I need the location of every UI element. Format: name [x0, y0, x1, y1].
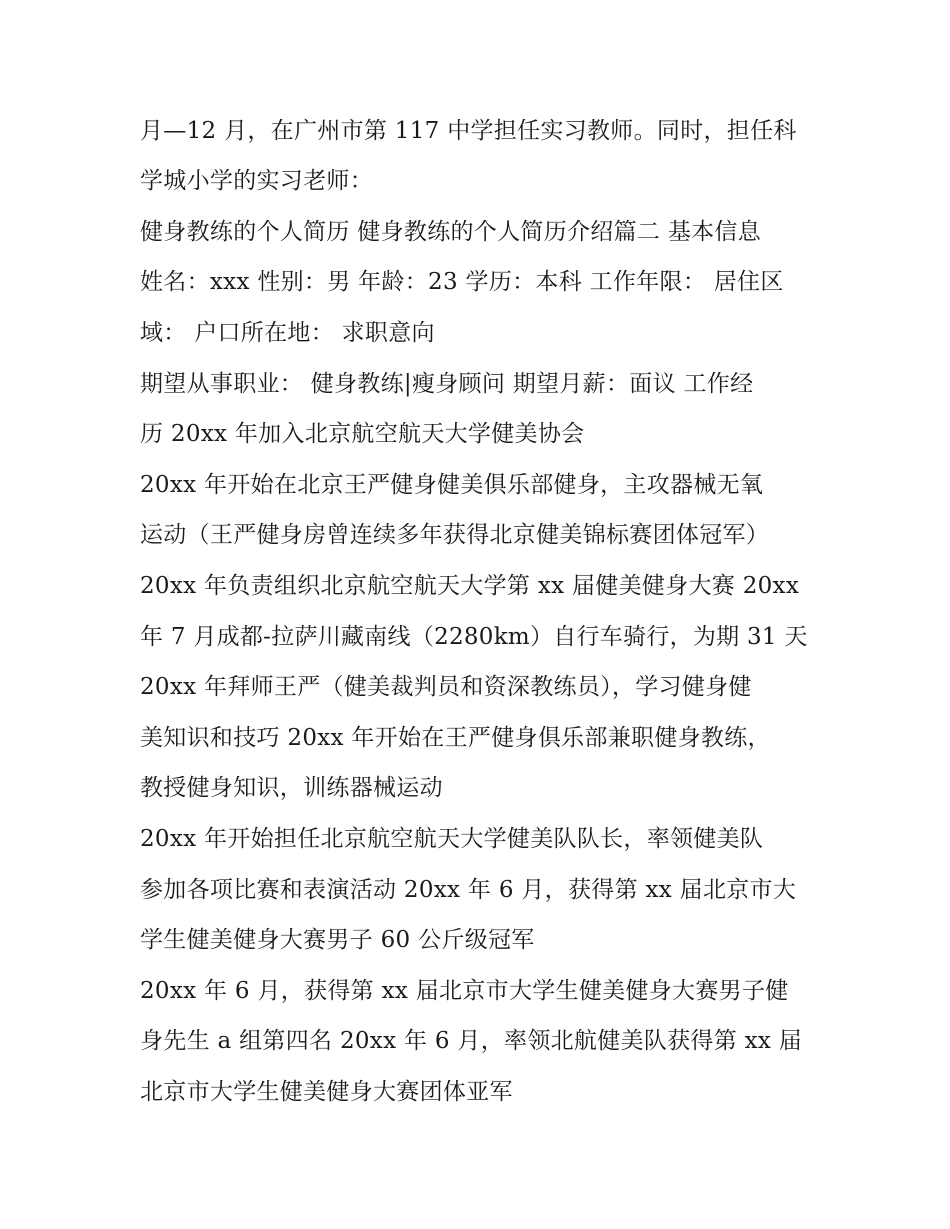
text-line: 健身教练的个人简历 健身教练的个人简历介绍篇二 基本信息 — [140, 219, 762, 245]
text-line: 20xx 年拜师王严（健美裁判员和资深教练员），学习健身健 — [140, 674, 752, 700]
text-line: 身先生 a 组第四名 20xx 年 6 月，率领北航健美队获得第 xx 届 — [140, 1028, 803, 1054]
text-line: 参加各项比赛和表演活动 20xx 年 6 月，获得第 xx 届北京市大 — [140, 877, 797, 903]
text-line: 历 20xx 年加入北京航空航天大学健美协会 — [140, 421, 585, 447]
text-line: 姓名：xxx 性别：男 年龄：23 学历：本科 工作年限： 居住区 — [140, 269, 784, 295]
text-line: 运动（王严健身房曾连续多年获得北京健美锦标赛团体冠军） — [140, 522, 770, 548]
text-line: 北京市大学生健美健身大赛团体亚军 — [140, 1079, 513, 1105]
text-line: 美知识和技巧 20xx 年开始在王严健身俱乐部兼职健身教练， — [140, 725, 771, 751]
text-line: 20xx 年开始担任北京航空航天大学健美队队长，率领健美队 — [140, 826, 764, 852]
text-line: 20xx 年开始在北京王严健身健美俱乐部健身，主攻器械无氧 — [140, 472, 764, 498]
text-line: 年 7 月成都-拉萨川藏南线（2280km）自行车骑行，为期 31 天 — [140, 624, 808, 650]
text-line: 域： 户口所在地： 求职意向 — [140, 320, 435, 346]
text-line: 20xx 年 6 月，获得第 xx 届北京市大学生健美健身大赛男子健 — [140, 978, 789, 1004]
text-line: 期望从事职业： 健身教练|瘦身顾问 期望月薪：面议 工作经 — [140, 371, 754, 397]
text-line: 月—12 月，在广州市第 117 中学担任实习教师。同时，担任科 — [140, 118, 797, 144]
text-line: 学城小学的实习老师： — [140, 168, 373, 194]
text-line: 教授健身知识，训练器械运动 — [140, 775, 443, 801]
text-line: 学生健美健身大赛男子 60 公斤级冠军 — [140, 927, 535, 953]
text-line: 20xx 年负责组织北京航空航天大学第 xx 届健美健身大赛 20xx — [140, 573, 800, 599]
